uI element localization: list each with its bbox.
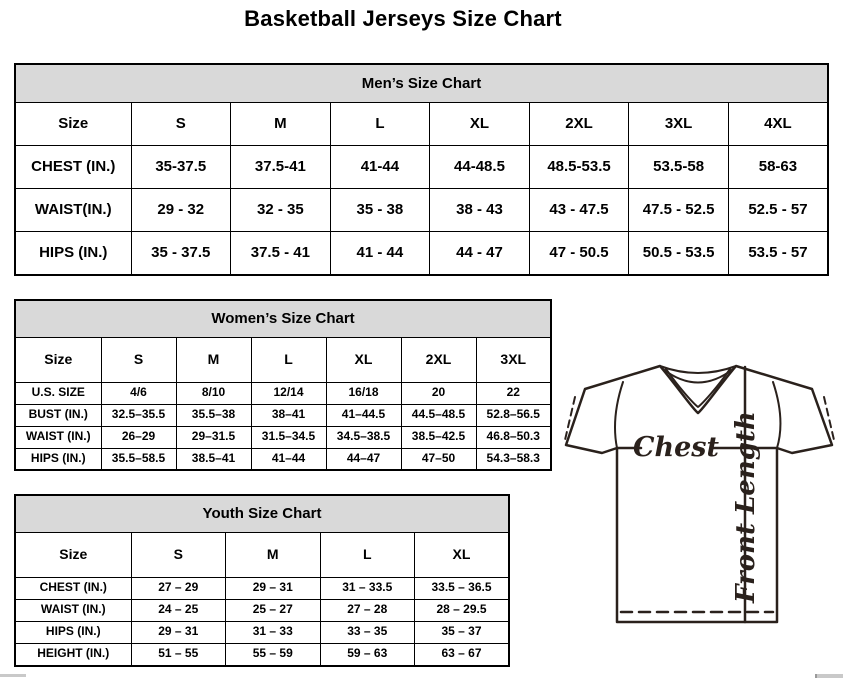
size-cell: 46.8–50.3: [476, 426, 551, 448]
table-row: [15, 145, 828, 188]
mens-table-title: Men’s Size Chart: [15, 64, 828, 102]
size-cell: 52.8–56.5: [476, 404, 551, 426]
size-cell: 29–31.5: [176, 426, 251, 448]
size-cell: 35.5–38: [176, 404, 251, 426]
youth-table-title: Youth Size Chart: [15, 495, 509, 532]
table-row: [15, 621, 509, 643]
jersey-outline: [566, 366, 832, 622]
column-header: S: [131, 532, 226, 577]
size-cell: 44-48.5: [430, 145, 530, 188]
size-cell: 28 – 29.5: [415, 599, 510, 621]
size-cell: 29 – 31: [226, 577, 321, 599]
column-header: M: [226, 532, 321, 577]
chest-label: Chest: [633, 432, 719, 463]
table-row: [15, 188, 828, 231]
size-cell: 20: [401, 382, 476, 404]
size-cell: 44.5–48.5: [401, 404, 476, 426]
youth-size-table: [14, 494, 510, 667]
size-cell: 27 – 29: [131, 577, 226, 599]
column-header: 3XL: [476, 337, 551, 382]
page-title: Basketball Jerseys Size Chart: [244, 6, 562, 31]
size-cell: 26–29: [101, 426, 176, 448]
column-header: L: [251, 337, 326, 382]
size-cell: 35-37.5: [131, 145, 231, 188]
table-row: [15, 599, 509, 621]
size-cell: 38.5–42.5: [401, 426, 476, 448]
row-label: HEIGHT (IN.): [15, 643, 131, 666]
size-cell: 58-63: [728, 145, 828, 188]
column-header: 2XL: [529, 102, 629, 145]
column-header: L: [320, 532, 415, 577]
collar-top-arc: [660, 366, 736, 373]
size-cell: 47–50: [401, 448, 476, 470]
column-header: M: [231, 102, 331, 145]
size-cell: 48.5-53.5: [529, 145, 629, 188]
size-cell: 33 – 35: [320, 621, 415, 643]
table-row: [15, 426, 551, 448]
size-cell: 47 - 50.5: [529, 231, 629, 275]
table-row: [15, 643, 509, 666]
row-label: BUST (IN.): [15, 404, 101, 426]
size-cell: 38–41: [251, 404, 326, 426]
size-cell: 32 - 35: [231, 188, 331, 231]
mens-size-table: [14, 63, 829, 276]
size-cell: 16/18: [326, 382, 401, 404]
size-cell: 8/10: [176, 382, 251, 404]
hscrollbar-thumb-right[interactable]: [815, 674, 843, 678]
size-cell: 37.5-41: [231, 145, 331, 188]
size-cell: 35 - 38: [330, 188, 430, 231]
row-label: HIPS (IN.): [15, 231, 131, 275]
column-header: Size: [15, 102, 131, 145]
size-cell: 31.5–34.5: [251, 426, 326, 448]
size-cell: 25 – 27: [226, 599, 321, 621]
size-cell: 41–44.5: [326, 404, 401, 426]
size-cell: 55 – 59: [226, 643, 321, 666]
column-header: S: [131, 102, 231, 145]
size-cell: 63 – 67: [415, 643, 510, 666]
table-row: [15, 577, 509, 599]
size-cell: 24 – 25: [131, 599, 226, 621]
womens-table-title: Women’s Size Chart: [15, 300, 551, 337]
size-cell: 50.5 - 53.5: [629, 231, 729, 275]
column-header: 2XL: [401, 337, 476, 382]
table-row: [15, 231, 828, 275]
size-cell: 37.5 - 41: [231, 231, 331, 275]
size-cell: 53.5-58: [629, 145, 729, 188]
column-header: XL: [415, 532, 510, 577]
womens-size-table: [14, 299, 552, 471]
size-cell: 52.5 - 57: [728, 188, 828, 231]
row-label: WAIST (IN.): [15, 426, 101, 448]
size-cell: 54.3–58.3: [476, 448, 551, 470]
size-cell: 38 - 43: [430, 188, 530, 231]
size-cell: 47.5 - 52.5: [629, 188, 729, 231]
column-header: Size: [15, 337, 101, 382]
size-cell: 35 – 37: [415, 621, 510, 643]
size-cell: 12/14: [251, 382, 326, 404]
size-cell: 27 – 28: [320, 599, 415, 621]
size-cell: 44 - 47: [430, 231, 530, 275]
size-cell: 51 – 55: [131, 643, 226, 666]
size-cell: 59 – 63: [320, 643, 415, 666]
size-cell: 33.5 – 36.5: [415, 577, 510, 599]
size-cell: 4/6: [101, 382, 176, 404]
row-label: U.S. SIZE: [15, 382, 101, 404]
row-label: WAIST (IN.): [15, 599, 131, 621]
row-label: HIPS (IN.): [15, 448, 101, 470]
size-cell: 29 - 32: [131, 188, 231, 231]
column-header: XL: [326, 337, 401, 382]
row-label: CHEST (IN.): [15, 577, 131, 599]
size-cell: 41–44: [251, 448, 326, 470]
table-row: [15, 404, 551, 426]
column-header: M: [176, 337, 251, 382]
size-cell: 35.5–58.5: [101, 448, 176, 470]
size-cell: 29 – 31: [131, 621, 226, 643]
row-label: WAIST(IN.): [15, 188, 131, 231]
table-row: [15, 448, 551, 470]
front-length-label: Front Length: [731, 411, 761, 603]
size-cell: 41-44: [330, 145, 430, 188]
size-cell: 22: [476, 382, 551, 404]
column-header: S: [101, 337, 176, 382]
size-cell: 44–47: [326, 448, 401, 470]
row-label: HIPS (IN.): [15, 621, 131, 643]
size-cell: 53.5 - 57: [728, 231, 828, 275]
size-cell: 31 – 33: [226, 621, 321, 643]
table-row: [15, 382, 551, 404]
size-cell: 38.5–41: [176, 448, 251, 470]
row-label: CHEST (IN.): [15, 145, 131, 188]
size-cell: 34.5–38.5: [326, 426, 401, 448]
column-header: 3XL: [629, 102, 729, 145]
column-header: 4XL: [728, 102, 828, 145]
size-cell: 31 – 33.5: [320, 577, 415, 599]
column-header: XL: [430, 102, 530, 145]
jersey-diagram: [556, 350, 843, 628]
size-cell: 35 - 37.5: [131, 231, 231, 275]
size-cell: 41 - 44: [330, 231, 430, 275]
size-cell: 43 - 47.5: [529, 188, 629, 231]
column-header: Size: [15, 532, 131, 577]
hscrollbar-thumb-left[interactable]: [0, 674, 26, 677]
column-header: L: [330, 102, 430, 145]
size-cell: 32.5–35.5: [101, 404, 176, 426]
